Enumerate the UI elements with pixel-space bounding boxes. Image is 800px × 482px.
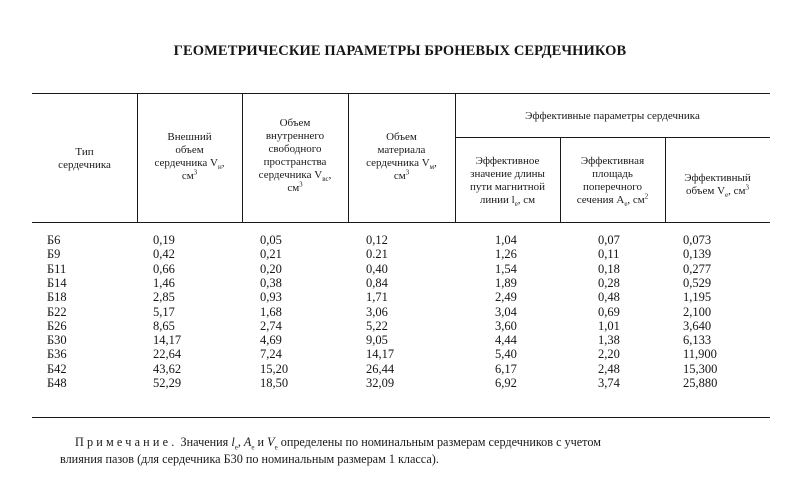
cell-effective-area: 0,69 [598,304,620,319]
cell-outer-volume: 2,85 [153,290,175,305]
cell-outer-volume: 43,62 [153,361,182,376]
cell-outer-volume: 0,19 [153,233,175,247]
cell-material-volume: 3,06 [366,304,388,319]
group-header-rule [455,137,770,138]
cell-effective-volume: 0,139 [683,247,712,262]
header-effective-group: Эффективные параметры сердечника [525,110,700,122]
cell-effective-length: 1,89 [495,275,517,290]
cell-effective-volume: 0,529 [683,275,712,290]
cell-inner-volume: 0,20 [260,261,282,276]
cell-inner-volume: 0,93 [260,290,282,305]
cell-inner-volume: 2,74 [260,318,282,333]
cell-inner-volume: 0,21 [260,247,282,262]
cell-effective-area: 0,11 [598,247,620,262]
cell-material-volume: 0,12 [366,233,388,247]
cell-outer-volume: 5,17 [153,304,175,319]
cell-effective-volume: 3,640 [683,318,712,333]
cell-material-volume: 5,22 [366,318,388,333]
cell-effective-area: 1,38 [598,333,620,348]
header-core-type: Тип сердечника [58,146,111,171]
cell-material-volume: 26,44 [366,361,395,376]
cell-outer-volume: 0,66 [153,261,175,276]
cell-effective-volume: 0,073 [683,233,712,247]
cell-effective-length: 1,26 [495,247,517,262]
cell-effective-length: 1,04 [495,233,517,247]
cell-effective-length: 6,92 [495,376,517,390]
cell-core-type: Б30 [47,333,67,348]
cell-effective-volume: 11,900 [683,347,717,362]
cell-effective-area: 2,20 [598,347,620,362]
cell-effective-volume: 2,100 [683,304,712,319]
cell-effective-length: 6,17 [495,361,517,376]
cell-core-type: Б14 [47,275,67,290]
header-effective-area: Эффективная площадь поперечного сечения $A_e$, $см^2$ [576,155,649,209]
cell-outer-volume: 22,64 [153,347,182,362]
cell-effective-volume: 25,880 [683,376,718,390]
cell-effective-length: 3,04 [495,304,517,319]
cell-effective-volume: 6,133 [683,333,712,348]
cell-effective-volume: 15,300 [683,361,718,376]
cell-material-volume: 32,09 [366,376,395,390]
cell-effective-area: 2,48 [598,361,620,376]
header-bottom-rule [32,222,770,223]
cell-outer-volume: 8,65 [153,318,175,333]
cell-core-type: Б42 [47,361,67,376]
cell-material-volume: 14,17 [366,347,395,362]
cell-inner-volume: 0,38 [260,275,282,290]
cell-effective-area: 0,18 [598,261,620,276]
cell-effective-volume: 0,277 [683,261,712,276]
note-label: Примечание. [75,435,178,449]
cell-effective-length: 5,40 [495,347,517,362]
table-top-rule [32,93,770,94]
header-material-volume: Объем материала сердечника $V_м$, $см^3$ [366,131,437,182]
cell-outer-volume: 14,17 [153,333,182,348]
header-effective-length: Эффективное значение длины пути магнитной линии $l_e$, см [470,155,545,209]
cell-inner-volume: 1,68 [260,304,282,319]
cell-outer-volume: 52,29 [153,376,182,390]
cell-core-type: Б26 [47,318,67,333]
header-inner-volume: Объем внутреннего свободного пространства сердечника $V_{вс}$, $см^3$ [258,117,332,194]
cell-effective-length: 2,49 [495,290,517,305]
header-outer-volume: Внешний объем сердечника $V_н$, $см^3$ [154,131,225,182]
cell-inner-volume: 7,24 [260,347,282,362]
cell-core-type: Б36 [47,347,67,362]
cell-material-volume: 1,71 [366,290,388,305]
cell-inner-volume: 18,50 [260,376,289,390]
cell-outer-volume: 1,46 [153,275,175,290]
cell-inner-volume: 0,05 [260,233,282,247]
cell-effective-length: 1,54 [495,261,517,276]
cell-effective-length: 4,44 [495,333,517,348]
cell-material-volume: 0.21 [366,247,388,262]
cell-inner-volume: 15,20 [260,361,289,376]
cell-core-type: Б6 [47,233,61,247]
cell-core-type: Б22 [47,304,67,319]
table-title: ГЕОМЕТРИЧЕСКИЕ ПАРАМЕТРЫ БРОНЕВЫХ СЕРДЕЧНИКОВ [173,43,627,59]
cell-material-volume: 0,40 [366,261,388,276]
header-effective-volume: Эффективный объем $V_e$, $см^3$ [684,172,751,200]
cell-material-volume: 0,84 [366,275,388,290]
cell-effective-area: 3,74 [598,376,620,390]
cell-effective-volume: 1,195 [683,290,712,305]
cell-core-type: Б11 [47,261,67,276]
cell-core-type: Б9 [47,247,61,262]
cell-outer-volume: 0,42 [153,247,175,262]
cell-core-type: Б48 [47,376,67,390]
cell-effective-length: 3,60 [495,318,517,333]
cell-inner-volume: 4,69 [260,333,282,348]
cell-material-volume: 9,05 [366,333,388,348]
cell-effective-area: 0,28 [598,275,620,290]
cell-core-type: Б18 [47,290,67,305]
cell-effective-area: 0,07 [598,233,620,247]
table-note: Примечание. Значения $l_e$, $A_e$ и $V_e$ определены по номинальным размерам сердечников с учетом влияния пазов (для сердечника Б30 по номинальным размерам 1 класса). [60,435,601,466]
cell-effective-area: 0,48 [598,290,620,305]
cell-effective-area: 1,01 [598,318,620,333]
table-bottom-rule [32,417,770,418]
